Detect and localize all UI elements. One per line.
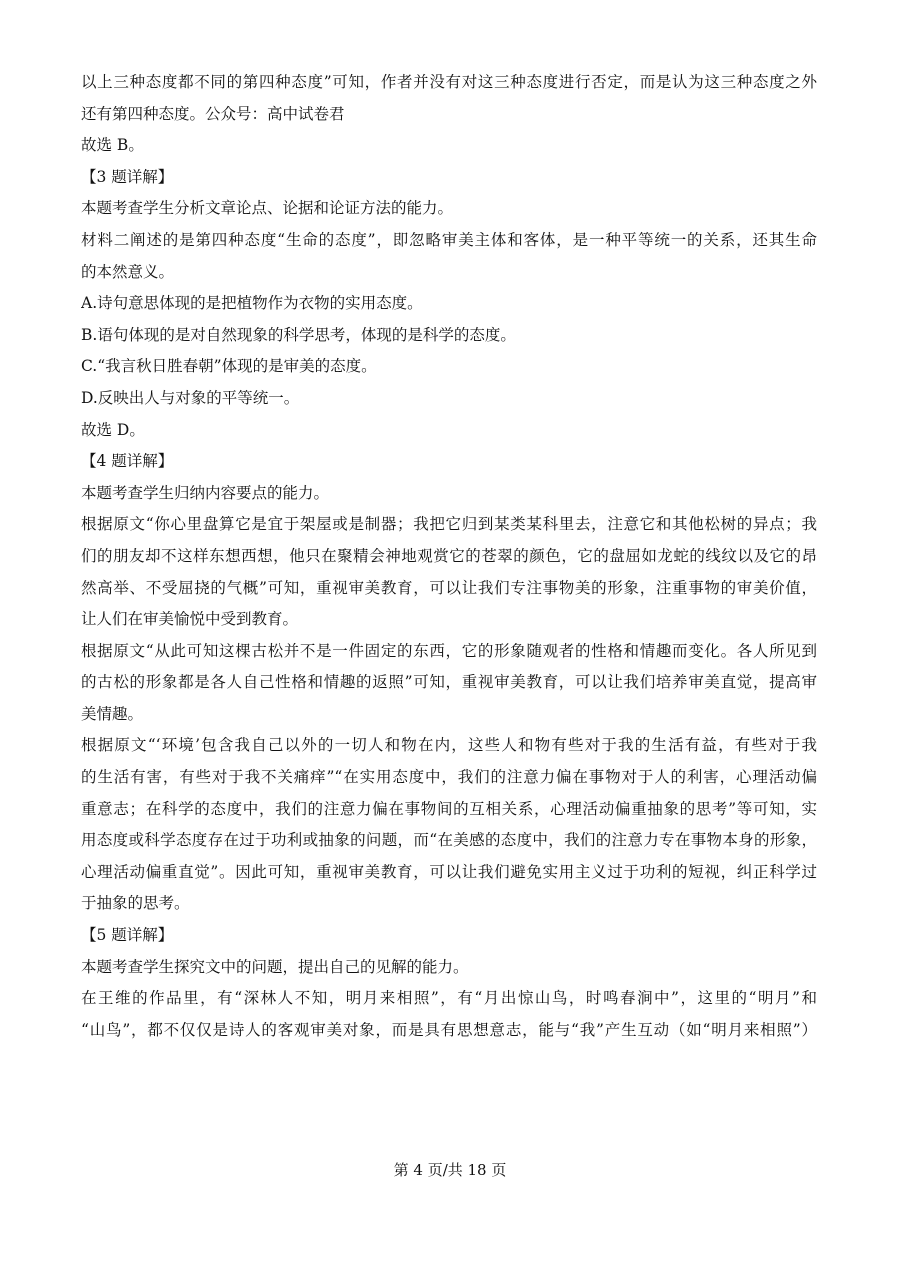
text-line: 材料二阐述的是第四种态度“生命的态度”，即忽略审美主体和客体，是一种平等统一的关系，还其生命	[81, 230, 817, 249]
text-line: A.诗句意思体现的是把植物作为衣物的实用态度。	[81, 294, 423, 313]
page-footer: 第 4 页/共 18 页	[393, 1161, 507, 1179]
text-line: 用态度或科学态度存在过于功利或抽象的问题，而“在美感的态度中，我们的注意力专在事物本身的形象，	[81, 831, 817, 850]
text-line: D.反映出人与对象的平等统一。	[81, 388, 300, 407]
text-line: B.语句体现的是对自然现象的科学思考，体现的是科学的态度。	[81, 325, 516, 344]
text-line: 还有第四种态度。公众号：高中试卷君	[81, 104, 345, 123]
text-line: 的古松的形象都是各人自己性格和情趣的返照”可知，重视审美教育，可以让我们培养审美直觉，提高审	[81, 673, 817, 692]
text-line: 【4 题详解】	[81, 452, 174, 471]
document-body	[81, 72, 817, 1051]
text-line: C.“我言秋日胜春朝”体现的是审美的态度。	[81, 357, 377, 376]
text-line: 【3 题详解】	[81, 167, 174, 186]
text-line: 本题考查学生分析文章论点、论据和论证方法的能力。	[81, 199, 454, 218]
text-line: 根据原文“‘环境’包含我自己以外的一切人和物在内，这些人和物有些对于我的生活有益，有些对于我	[81, 736, 817, 755]
text-line: 【5 题详解】	[81, 926, 174, 945]
text-line: 根据原文“从此可知这棵古松并不是一件固定的东西，它的形象随观者的性格和情趣而变化。各人所见到	[81, 641, 817, 660]
text-line: 根据原文“你心里盘算它是宜于架屋或是制器；我把它归到某类某科里去，注意它和其他松树的异点；我	[81, 515, 817, 534]
text-line: 的生活有害，有些对于我不关痛痒”“在实用态度中，我们的注意力偏在事物对于人的利害，心理活动偏	[81, 768, 817, 787]
text-line: 的本然意义。	[81, 262, 175, 281]
text-line: 于抽象的思考。	[81, 894, 190, 913]
text-line: 以上三种态度都不同的第四种态度”可知，作者并没有对这三种态度进行否定，而是认为这三种态度之外	[81, 73, 817, 91]
text-line: 故选 D。	[81, 420, 145, 439]
text-line: 们的朋友却不这样东想西想，他只在聚精会神地观赏它的苍翠的颜色，它的盘屈如龙蛇的线纹以及它的昂	[81, 546, 817, 565]
text-line: 美情趣。	[81, 704, 144, 723]
text-line: 本题考查学生探究文中的问题，提出自己的见解的能力。	[81, 957, 469, 976]
text-line: 本题考查学生归纳内容要点的能力。	[81, 483, 330, 502]
text-line: 故选 B。	[81, 136, 144, 155]
text-line: 在王维的作品里，有“深林人不知，明月来相照”，有“月出惊山鸟，时鸣春涧中”，这里的“明月”和	[81, 989, 817, 1008]
text-line: 心理活动偏重直觉”。因此可知，重视审美教育，可以让我们避免实用主义过于功利的短视，纠正科学过	[81, 862, 817, 881]
text-line: 然高举、不受屈挠的气概”可知，重视审美教育，可以让我们专注事物美的形象，注重事物的审美价值，	[81, 578, 817, 597]
text-line: 重意志；在科学的态度中，我们的注意力偏在事物间的互相关系，心理活动偏重抽象的思考”等可知，实	[81, 799, 817, 818]
text-line: 让人们在审美愉悦中受到教育。	[81, 610, 299, 629]
text-line: “山鸟”，都不仅仅是诗人的客观审美对象，而是具有思想意志，能与“我”产生互动（如“明月来相照”）	[81, 1020, 817, 1039]
